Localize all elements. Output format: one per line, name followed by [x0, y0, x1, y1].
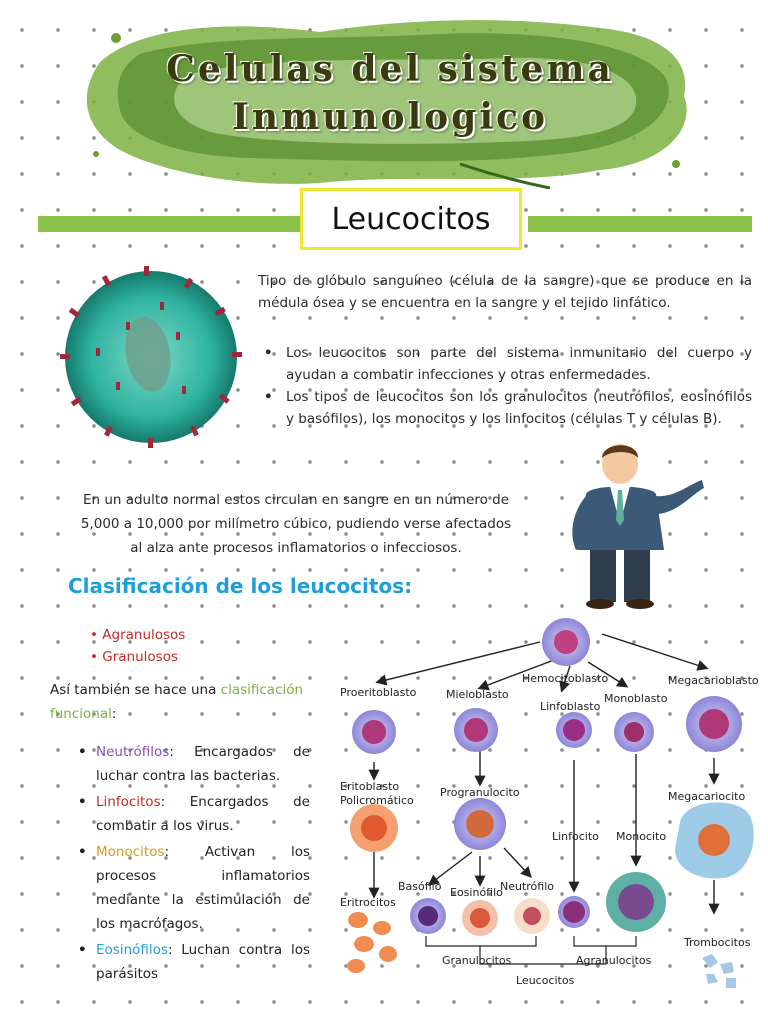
cell-monoblasto [614, 712, 654, 752]
classification-title: Clasificación de los leucocitos: [68, 574, 413, 598]
cell-trombocitos [702, 954, 736, 988]
section-title-box [300, 188, 522, 250]
intro-bullet: • Los tipos de leucocitos son los granulocitos (neutrófilos, eosinófilos y basófilos), los monocitos y los linfocitos (células T y células B). [262, 386, 752, 430]
funcional-accent: clasificación funcional [50, 682, 304, 722]
functional-classification-intro [50, 678, 320, 726]
label-megacarioblasto: Megacarioblasto [668, 674, 759, 687]
label-agranulocitos: Agranulocitos [576, 954, 652, 967]
label-granulocitos: Granulocitos [442, 954, 512, 967]
cell-progranulocito [454, 798, 506, 850]
label-eosinofilo: Eosinófilo [450, 886, 503, 899]
functional-item-desc: : Luchan contra los parásitos [96, 942, 310, 982]
label-mieloblasto: Mieloblasto [446, 688, 509, 701]
funcional-suffix: : [111, 706, 117, 722]
intro-bullet: • Los leucocitos son parte del sistema inmunitario del cuerpo y ayudan a combatir infecciones y otras enfermedades. [262, 342, 752, 386]
functional-item-name: Monocitos [96, 844, 165, 860]
functional-item-monocitos [74, 840, 310, 936]
divider-bar-left [38, 216, 300, 232]
label-leucocitos: Leucocitos [516, 974, 575, 987]
label-monocito: Monocito [616, 830, 667, 843]
cell-linfocito [558, 896, 590, 928]
cell-mieloblasto [454, 708, 498, 752]
label-proeritoblasto: Proeritoblasto [340, 686, 417, 699]
page-header [80, 14, 700, 189]
funcional-prefix: Así también se hace una [50, 682, 221, 698]
cell-eosinofilo [462, 900, 498, 936]
cell-linfoblasto [556, 712, 592, 748]
functional-item-desc: : Encargados de combatir a los virus. [96, 794, 310, 834]
adult-count-paragraph: En un adulto normal estos circulan en sangre en un número de 5,000 a 10,000 por milímetro cúbico, pudiendo verse afectados al alza ante procesos inflamatorios o infecciosos. [80, 492, 512, 556]
label-eritrocitos: Eritrocitos [340, 896, 396, 909]
leukocyte-types-list [90, 624, 185, 668]
label-trombocitos: Trombocitos [684, 936, 751, 949]
label-progranulocito: Progranulocito [440, 786, 520, 799]
divider-bar-right [528, 216, 752, 232]
page-title-line-1: Celulas del sistema [166, 48, 614, 90]
cell-hemocitoblasto [542, 618, 590, 666]
cell-monocito [606, 872, 666, 932]
functional-item-neutrofilos [74, 740, 310, 788]
functional-item-desc: : Encargados de luchar contra las bacterias. [96, 744, 310, 784]
functional-item-eosinofilos [74, 938, 310, 986]
label-monoblasto: Monoblasto [604, 692, 668, 705]
label-eritoblasto-line2: Policromático [340, 794, 414, 807]
cell-neutrofilo [514, 898, 550, 934]
type-item-agranulosos: • Agranulosos [90, 624, 185, 646]
functional-item-name: Neutrófilos [96, 744, 170, 760]
leucocito-definition: Tipo de glóbulo sanguíneo (célula de la sangre) que se produce en la médula ósea y se encuentra en la sangre y el tejido linfático. [258, 273, 752, 311]
functional-list [74, 740, 310, 988]
label-eritoblasto-line1: Eritoblasto [340, 780, 400, 793]
cell-megacariocito [675, 802, 754, 878]
functional-item-name: Eosinófilos [96, 942, 168, 958]
cell-eritoblasto [350, 804, 398, 852]
cell-basofilo [410, 898, 446, 934]
intro-bullet-list [262, 342, 752, 430]
leukocyte-illustration [56, 262, 246, 452]
page-title-line-2: Inmunologico [232, 96, 548, 138]
label-hemocitoblasto: Hemocitoblasto [522, 672, 609, 685]
cell-megacarioblasto [686, 696, 742, 752]
functional-item-name: Linfocitos [96, 794, 161, 810]
functional-item-desc: : Activan los procesos inflamatorios mediante la estimulación de los macrófagos. [96, 844, 310, 932]
type-item-granulosos: • Granulosos [90, 646, 185, 668]
label-neutrofilo: Neutrófilo [500, 880, 555, 893]
functional-item-linfocitos [74, 790, 310, 838]
label-basofilo: Basófilo [398, 880, 442, 893]
section-title: Leucocitos [331, 201, 491, 237]
label-linfoblasto: Linfoblasto [540, 700, 601, 713]
cell-proeritoblasto [352, 710, 396, 754]
man-illustration [540, 440, 706, 610]
label-linfocito: Linfocito [552, 830, 599, 843]
cell-eritrocitos [347, 912, 397, 973]
label-megacariocito: Megacariocito [668, 790, 746, 803]
